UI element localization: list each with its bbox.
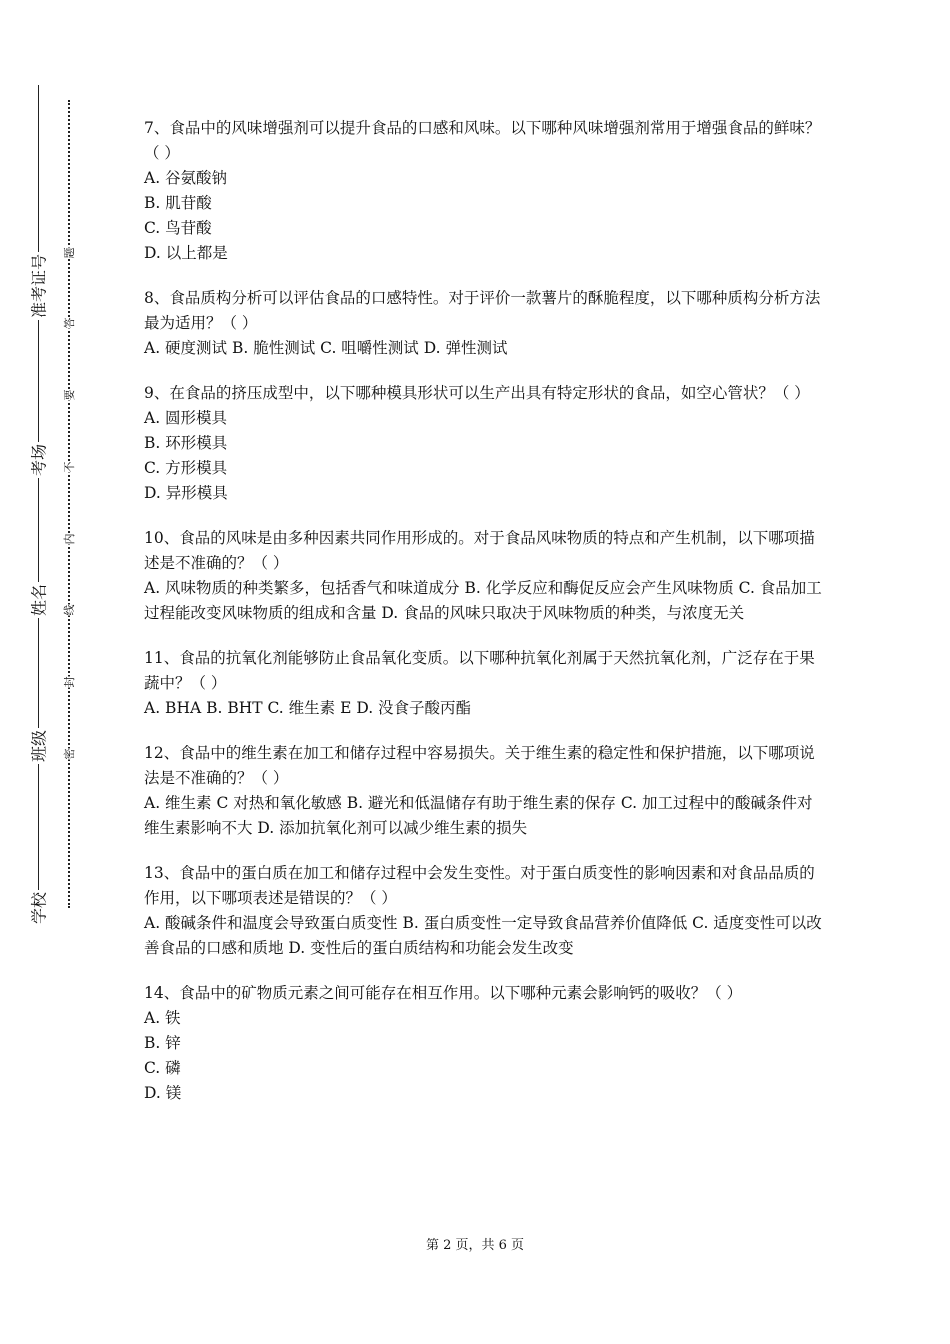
option: B. 肌苷酸 bbox=[144, 194, 212, 212]
question-stem: 11、食品的抗氧化剂能够防止食品氧化变质。以下哪种抗氧化剂属于天然抗氧化剂，广泛存在于果蔬中？（ ） bbox=[144, 649, 815, 692]
option-line: A. 维生素 C 对热和氧化敏感 B. 避光和低温储存有助于维生素的保存 C. 加工过程中的酸碱条件对维生素影响不大 D. 添加抗氧化剂可以减少维生素的损失 bbox=[144, 794, 813, 837]
option-line: A. 风味物质的种类繁多，包括香气和味道成分 B. 化学反应和酶促反应会产生风味物质 C. 食品加工过程能改变风味物质的组成和含量 D. 食品的风味只取决于风味物质的种类，与浓度无关 bbox=[144, 579, 822, 622]
option-line: A. BHA B. BHT C. 维生素 E D. 没食子酸丙酯 bbox=[144, 699, 472, 717]
school-label: 学校 bbox=[20, 888, 56, 928]
binding-margin bbox=[0, 0, 120, 1344]
exam-room-label: 考场 bbox=[20, 440, 56, 480]
seal-char: 题 bbox=[60, 244, 78, 262]
page-number: 第 2 页，共 6 页 bbox=[425, 1238, 525, 1253]
question-10 bbox=[144, 526, 824, 626]
question-list bbox=[144, 116, 824, 1126]
seal-char: 线 bbox=[60, 601, 78, 619]
binding-line bbox=[38, 85, 39, 925]
question-14 bbox=[144, 981, 824, 1106]
option: B. 环形模具 bbox=[144, 434, 228, 452]
seal-dotted-line bbox=[68, 100, 70, 908]
seal-char: 封 bbox=[60, 673, 78, 691]
seal-char: 内 bbox=[60, 530, 78, 548]
option: A. 铁 bbox=[144, 1009, 181, 1027]
question-stem: 7、食品中的风味增强剂可以提升食品的口感和风味。以下哪种风味增强剂常用于增强食品的鲜味？（ ） bbox=[144, 119, 821, 162]
seal-char: 密 bbox=[60, 745, 78, 763]
seal-char: 答 bbox=[60, 314, 78, 332]
question-9 bbox=[144, 381, 824, 506]
option: D. 镁 bbox=[144, 1084, 182, 1102]
option: D. 异形模具 bbox=[144, 484, 228, 502]
question-7 bbox=[144, 116, 824, 266]
seal-char: 要 bbox=[60, 386, 78, 404]
option: C. 方形模具 bbox=[144, 459, 228, 477]
question-stem: 12、食品中的维生素在加工和储存过程中容易损失。关于维生素的稳定性和保护措施，以下哪项说法是不准确的？（ ） bbox=[144, 744, 815, 787]
option: B. 锌 bbox=[144, 1034, 181, 1052]
question-13 bbox=[144, 861, 824, 961]
option: C. 磷 bbox=[144, 1059, 181, 1077]
option: C. 鸟苷酸 bbox=[144, 219, 212, 237]
question-11 bbox=[144, 646, 824, 721]
exam-number-label: 准考证号 bbox=[20, 266, 56, 306]
question-stem: 14、食品中的矿物质元素之间可能存在相互作用。以下哪种元素会影响钙的吸收？（ ） bbox=[144, 984, 743, 1002]
option: D. 以上都是 bbox=[144, 244, 228, 262]
option-line: A. 硬度测试 B. 脆性测试 C. 咀嚼性测试 D. 弹性测试 bbox=[144, 339, 508, 357]
question-stem: 8、食品质构分析可以评估食品的口感特性。对于评价一款薯片的酥脆程度，以下哪种质构分析方法最为适用？（ ） bbox=[144, 289, 821, 332]
class-label: 班级 bbox=[20, 726, 56, 766]
question-stem: 9、在食品的挤压成型中，以下哪种模具形状可以生产出具有特定形状的食品，如空心管状？（ ） bbox=[144, 384, 810, 402]
question-12 bbox=[144, 741, 824, 841]
option: A. 圆形模具 bbox=[144, 409, 228, 427]
option-line: A. 酸碱条件和温度会导致蛋白质变性 B. 蛋白质变性一定导致食品营养价值降低 C. 适度变性可以改善食品的口感和质地 D. 变性后的蛋白质结构和功能会发生改变 bbox=[144, 914, 822, 957]
seal-char: 不 bbox=[60, 458, 78, 476]
question-stem: 10、食品的风味是由多种因素共同作用形成的。对于食品风味物质的特点和产生机制，以下哪项描述是不准确的？（ ） bbox=[144, 529, 815, 572]
question-8 bbox=[144, 286, 824, 361]
name-label: 姓名 bbox=[20, 580, 56, 620]
option: A. 谷氨酸钠 bbox=[144, 169, 228, 187]
question-stem: 13、食品中的蛋白质在加工和储存过程中会发生变性。对于蛋白质变性的影响因素和对食品品质的作用，以下哪项表述是错误的？（ ） bbox=[144, 864, 815, 907]
